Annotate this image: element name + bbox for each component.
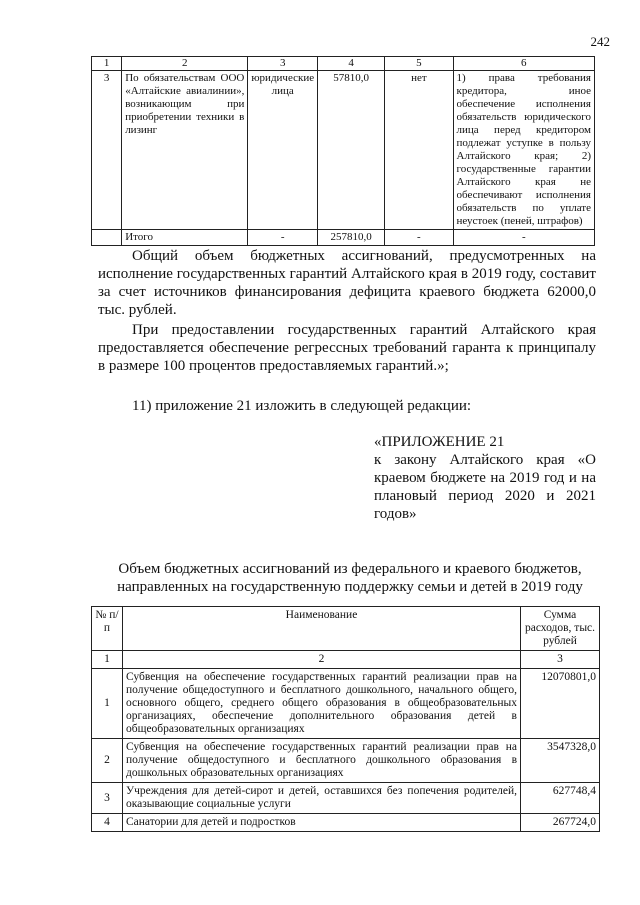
row-number: 4 — [92, 814, 123, 832]
column-header: 4 — [318, 57, 385, 71]
row-sum: 3547328,0 — [521, 739, 600, 783]
row-number: 3 — [92, 783, 123, 814]
item-11: 11) приложение 21 изложить в следующей редакции: — [132, 398, 472, 414]
table-row — [92, 814, 600, 832]
column-header-num: № п/п — [92, 607, 123, 651]
table-row — [92, 669, 600, 739]
guarantees-table — [91, 56, 595, 246]
column-header: 1 — [92, 57, 122, 71]
column-header-sum: Сумма расходов, тыс. рублей — [521, 607, 600, 651]
table-row — [92, 71, 595, 230]
row-sum: 267724,0 — [521, 814, 600, 832]
column-header-name: Наименование — [123, 607, 521, 651]
row-sum: 12070801,0 — [521, 669, 600, 739]
column-header: 6 — [453, 57, 594, 71]
total-row — [92, 230, 595, 246]
table2-title-line1: Объем бюджетных ассигнований из федерального и краевого бюджетов, — [118, 561, 582, 577]
row-number: 3 — [92, 71, 122, 230]
total-label: Итого — [122, 230, 248, 246]
table2-title-line2: направленных на государственную поддержку семьи и детей в 2019 году — [117, 579, 583, 595]
row-number: 1 — [92, 669, 123, 739]
paragraph-recourse: При предоставлении государственных гарантий Алтайского края предоставляется обеспечение регрессных требований гаранта к принципалу в размере 100 процентов предоставляемых гарантий.»; — [98, 322, 596, 374]
table-row — [92, 783, 600, 814]
appendix-text: к закону Алтайского края «О краевом бюджете на 2019 год и на плановый период 2020 и 2021 годов» — [374, 452, 596, 522]
table-header-row — [92, 607, 600, 651]
conditions-cell: 1) права требования кредитора, иное обеспечение исполнения обязательств юридического лица перед кредитором подлежат уступке в пользу Алтайского края; 2) государственные гарантии Алтайского края не обеспечивают исполнения обязательств по уплате неустоек (пеней, штрафов) — [453, 71, 594, 230]
amount-cell: 57810,0 — [318, 71, 385, 230]
total-amount: 257810,0 — [318, 230, 385, 246]
index-cell: 3 — [521, 651, 600, 669]
total-conditions: - — [453, 230, 594, 246]
row-name: Субвенция на обеспечение государственных гарантий реализации прав на получение общедоступного и бесплатного дошкольного образования в дошкольных образовательных организациях — [123, 739, 521, 783]
appendix-title: «ПРИЛОЖЕНИЕ 21 — [374, 434, 505, 450]
table-index-row — [92, 651, 600, 669]
appendix-header — [374, 433, 596, 523]
row-sum: 627748,4 — [521, 783, 600, 814]
family-support-table — [91, 606, 600, 832]
recourse-cell: нет — [385, 71, 453, 230]
table-header-row — [92, 57, 595, 71]
category-cell: юридические лица — [248, 71, 318, 230]
index-cell: 1 — [92, 651, 123, 669]
row-name: Санатории для детей и подростков — [123, 814, 521, 832]
table-row — [92, 739, 600, 783]
obligation-cell: По обязательствам ООО «Алтайские авиалинии», возникающим при приобретении техники в лизинг — [122, 71, 248, 230]
total-recourse: - — [385, 230, 453, 246]
row-number: 2 — [92, 739, 123, 783]
column-header: 2 — [122, 57, 248, 71]
row-name: Субвенция на обеспечение государственных гарантий реализации прав на получение общедоступного и бесплатного дошкольного, начального общего, основного общего, среднего общего образования в общеобразовательных организациях, обеспечение дополнительного образования детей в общеобразовательных организациях — [123, 669, 521, 739]
index-cell: 2 — [123, 651, 521, 669]
column-header: 3 — [248, 57, 318, 71]
column-header: 5 — [385, 57, 453, 71]
total-category: - — [248, 230, 318, 246]
row-name: Учреждения для детей-сирот и детей, оставшихся без попечения родителей, оказывающие социальные услуги — [123, 783, 521, 814]
paragraph-total-volume: Общий объем бюджетных ассигнований, предусмотренных на исполнение государственных гарантий Алтайского края в 2019 году, составит за счет источников финансирования дефицита краевого бюджета 62000,0 тыс. рублей. — [98, 248, 596, 318]
page-number: 242 — [590, 34, 610, 49]
